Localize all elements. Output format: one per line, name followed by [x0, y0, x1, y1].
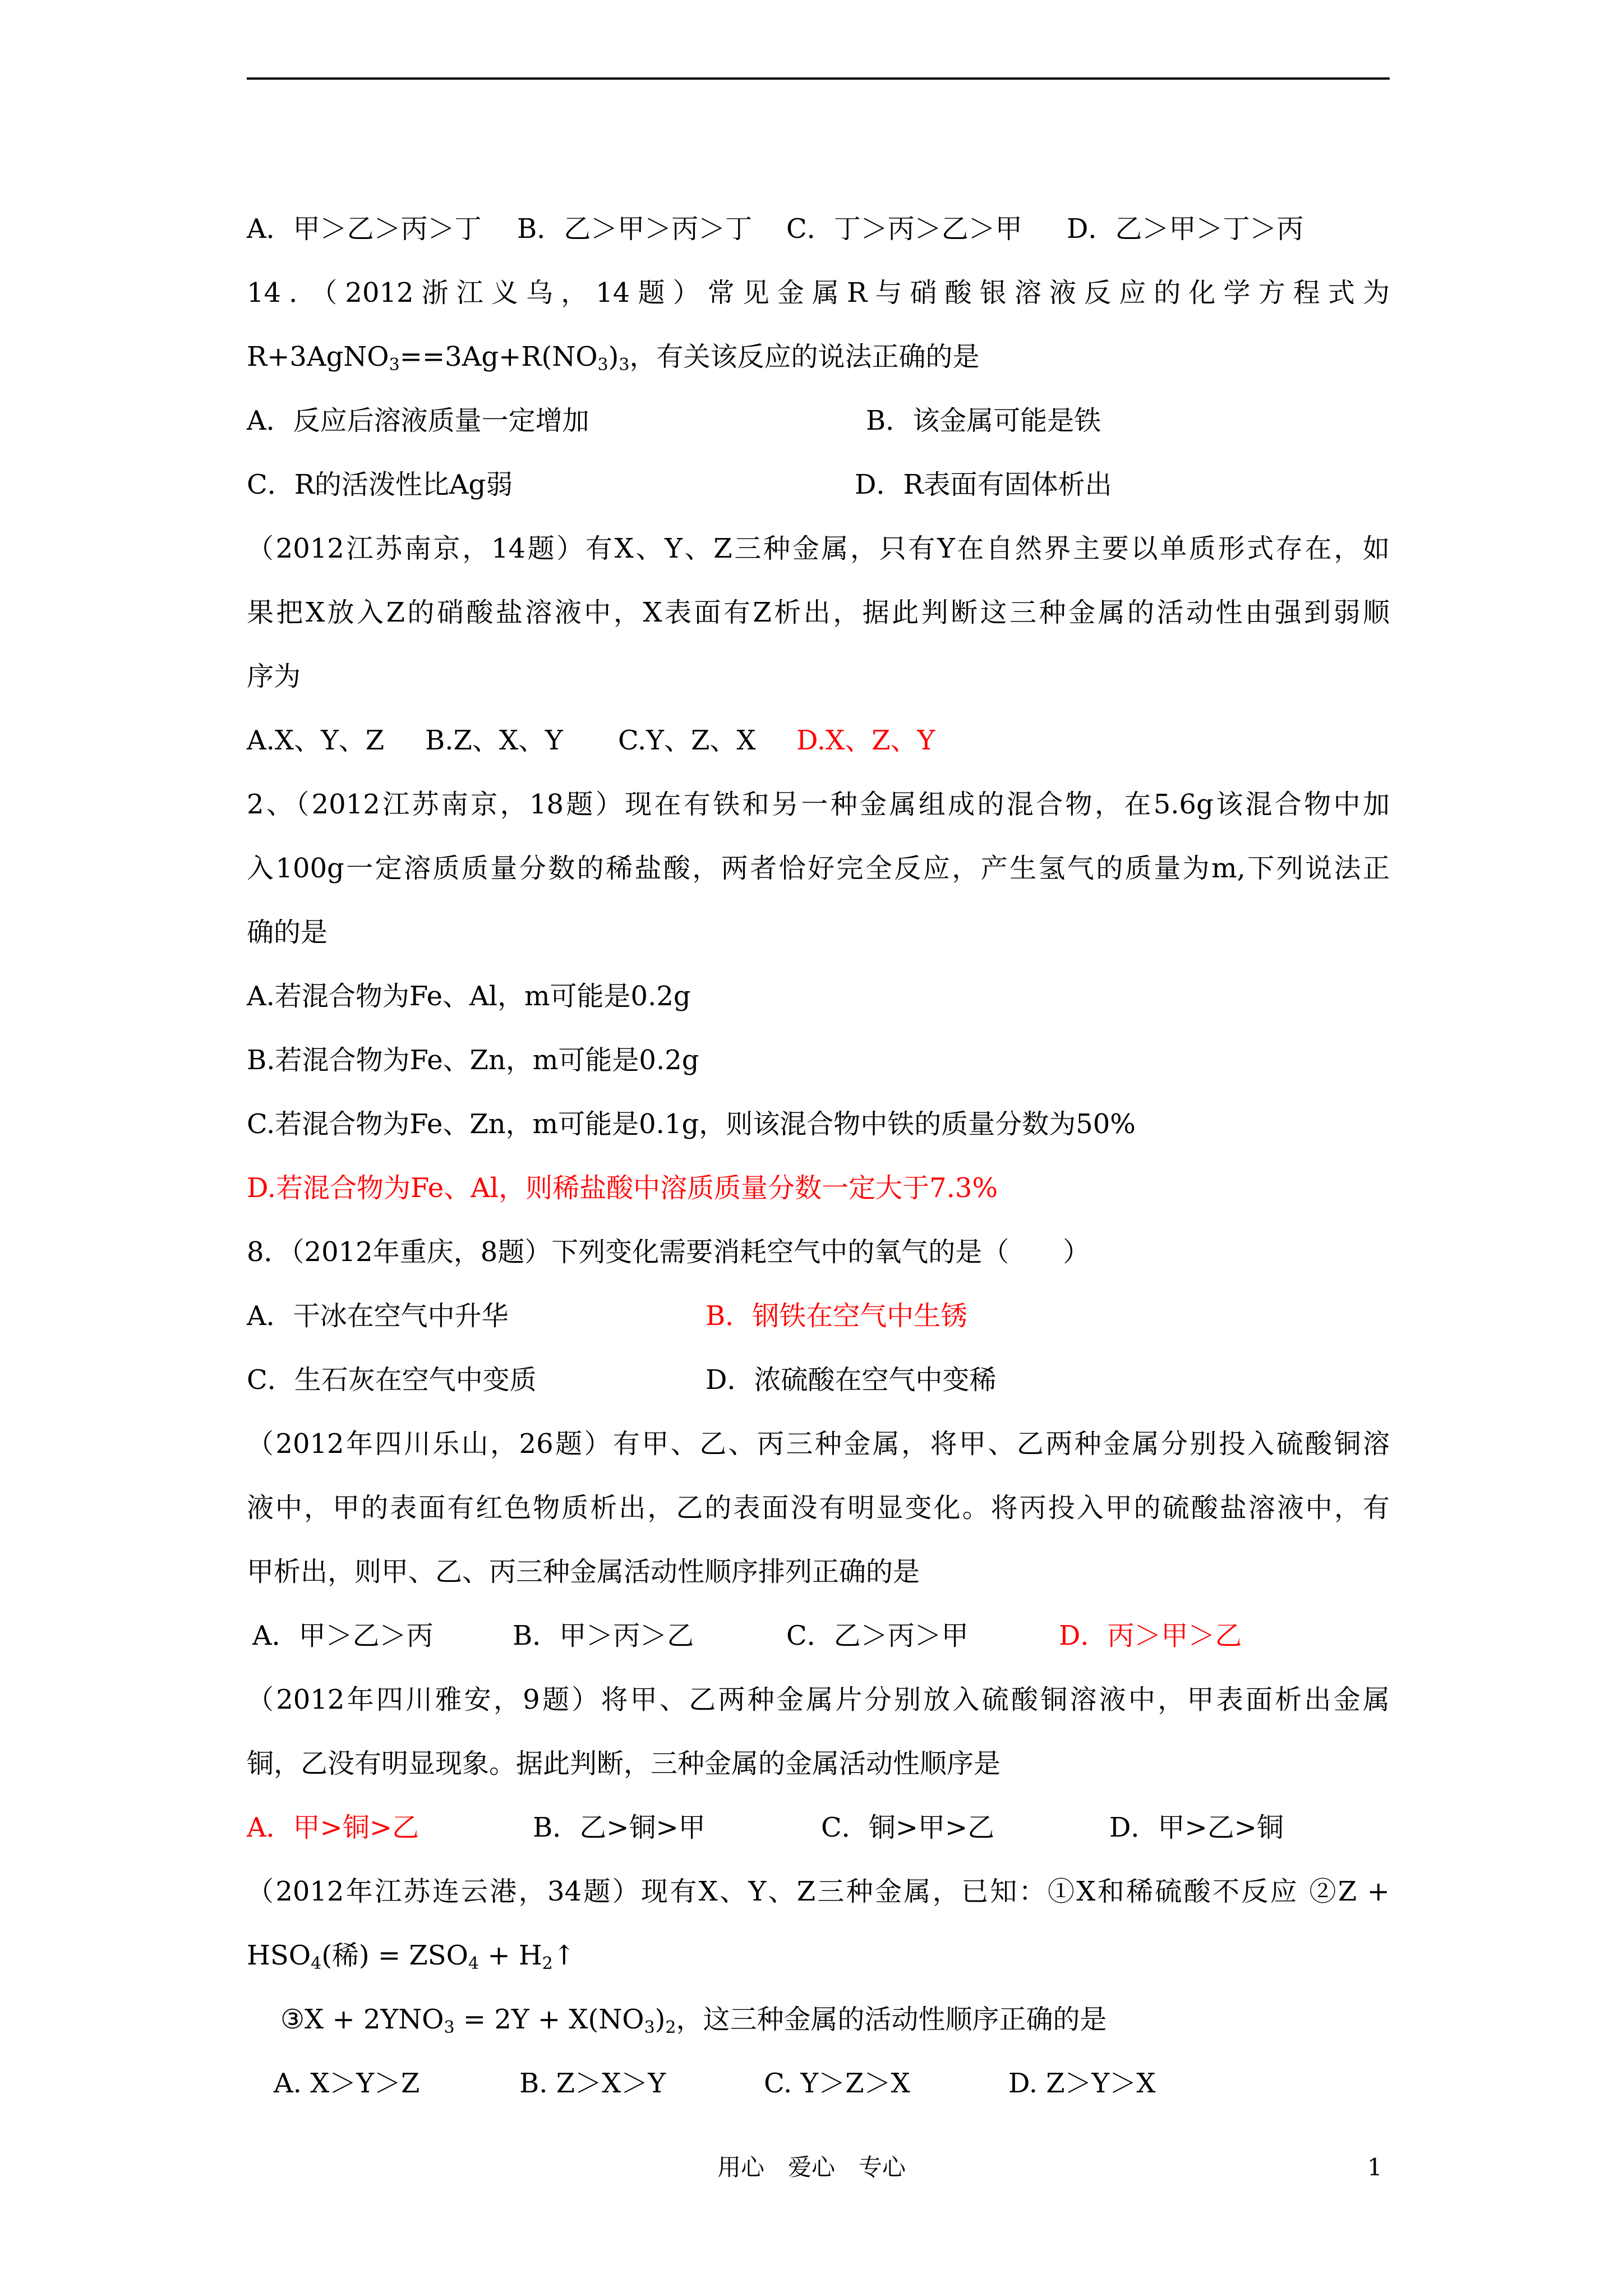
nanjing18-stem-1: 2、（2012江苏南京，18题）现在有铁和另一种金属组成的混合物，在5.6g该混合物中加	[247, 789, 1390, 820]
q14-stem: 14．（2012浙江义乌，14题）常见金属R与硝酸银溶液反应的化学方程式为	[247, 277, 1390, 309]
yaan9-stem-1: （2012年四川雅安，9题）将甲、乙两种金属片分别放入硫酸铜溶液中，甲表面析出金属	[247, 1684, 1390, 1715]
nanjing18-option-a: A.若混合物为Fe、Al，m可能是0.2g	[247, 981, 691, 1012]
option-b-answer: B．钢铁在空气中生锈	[706, 1300, 968, 1332]
option-c: C. Y＞Z＞X	[764, 2068, 910, 2099]
option-a: A．干冰在空气中升华	[247, 1300, 509, 1332]
nanjing18-stem-3: 确的是	[247, 917, 328, 948]
page-number: 1	[1367, 2154, 1382, 2181]
yaan9-stem-2: 铜，乙没有明显现象。据此判断，三种金属的金属活动性顺序是	[247, 1748, 1001, 1779]
header-rule	[247, 77, 1390, 80]
option-d-answer: D.X、Z、Y	[796, 725, 935, 756]
nanjing18-option-b: B.若混合物为Fe、Zn，m可能是0.2g	[247, 1045, 699, 1076]
lianyungang34-equation-3: ③X + $2YNO_3 = 2Y + X(NO_3)_2$，这三种金属的活动性顺序正确的是	[280, 2004, 1107, 2037]
q14-equation: $R+3AgNO_3==3Ag+R(NO_3)_3$，有关该反应的说法正确的是	[247, 341, 980, 375]
nanjing14-stem-3: 序为	[247, 661, 301, 692]
option-a: A. X＞Y＞Z	[274, 2068, 420, 2099]
lianyungang34-equation-2: $HSO_4$(稀) = $ZSO_4$ + $H_2↑$	[247, 1940, 575, 1973]
option-d: D．浓硫酸在空气中变稀	[706, 1364, 997, 1396]
option-b: B．乙＞甲＞丙＞丁	[517, 213, 753, 245]
chongqing8-stem: 8．（2012年重庆，8题）下列变化需要消耗空气中的氧气的是（ ）	[247, 1236, 1090, 1268]
option-b: B. Z＞X＞Y	[519, 2068, 666, 2099]
nanjing18-option-c: C.若混合物为Fe、Zn，m可能是0.1g，则该混合物中铁的质量分数为50%	[247, 1108, 1136, 1140]
option-b: B．乙>铜>甲	[533, 1812, 706, 1843]
nanjing18-option-d-answer: D.若混合物为Fe、Al，则稀盐酸中溶质质量分数一定大于7.3%	[247, 1172, 998, 1204]
leshan26-stem-1: （2012年四川乐山，26题）有甲、乙、丙三种金属，将甲、乙两种金属分别投入硫酸铜溶	[247, 1428, 1390, 1460]
option-b: B．该金属可能是铁	[866, 405, 1101, 436]
leshan26-stem-2: 液中，甲的表面有红色物质析出，乙的表面没有明显变化。将丙投入甲的硫酸盐溶液中，有	[247, 1492, 1390, 1524]
option-a: A．反应后溶液质量一定增加	[247, 405, 589, 436]
option-b: B.Z、X、Y	[425, 725, 563, 756]
option-a: A.X、Y、Z	[247, 725, 385, 756]
footer-motto: 用心 爱心 专心	[717, 2154, 906, 2181]
option-a-answer: A．甲>铜>乙	[247, 1812, 419, 1843]
option-d-answer: D．丙＞甲＞乙	[1059, 1620, 1242, 1651]
option-d: D．乙＞甲＞丁＞丙	[1067, 213, 1304, 245]
option-d: D. Z＞Y＞X	[1008, 2068, 1156, 2099]
nanjing18-stem-2: 入100g一定溶质质量分数的稀盐酸，两者恰好完全反应，产生氢气的质量为m,下列说法正	[247, 853, 1390, 884]
lianyungang34-stem-1: （2012年江苏连云港，34题）现有X、Y、Z三种金属，已知：①X和稀硫酸不反应 ②Z +	[247, 1876, 1390, 1907]
option-b: B．甲＞丙＞乙	[513, 1620, 694, 1651]
option-a: A．甲＞乙＞丙	[252, 1620, 434, 1651]
option-c: C．乙＞丙＞甲	[786, 1620, 969, 1651]
option-c: C．铜>甲>乙	[821, 1812, 995, 1843]
option-d: D．R表面有固体析出	[855, 469, 1112, 500]
nanjing14-stem-2: 果把X放入Z的硝酸盐溶液中，X表面有Z析出，据此判断这三种金属的活动性由强到弱顺	[247, 597, 1390, 628]
option-c: C.Y、Z、X	[618, 725, 756, 756]
option-d: D．甲>乙>铜	[1109, 1812, 1284, 1843]
option-a: A．甲＞乙＞丙＞丁	[247, 213, 482, 245]
option-c: C．R的活泼性比Ag弱	[247, 469, 513, 500]
option-c: C．生石灰在空气中变质	[247, 1364, 537, 1396]
option-c: C．丁＞丙＞乙＞甲	[786, 213, 1022, 245]
nanjing14-stem-1: （2012江苏南京，14题）有X、Y、Z三种金属，只有Y在自然界主要以单质形式存在，如	[247, 533, 1390, 564]
leshan26-stem-3: 甲析出，则甲、乙、丙三种金属活动性顺序排列正确的是	[247, 1556, 920, 1588]
